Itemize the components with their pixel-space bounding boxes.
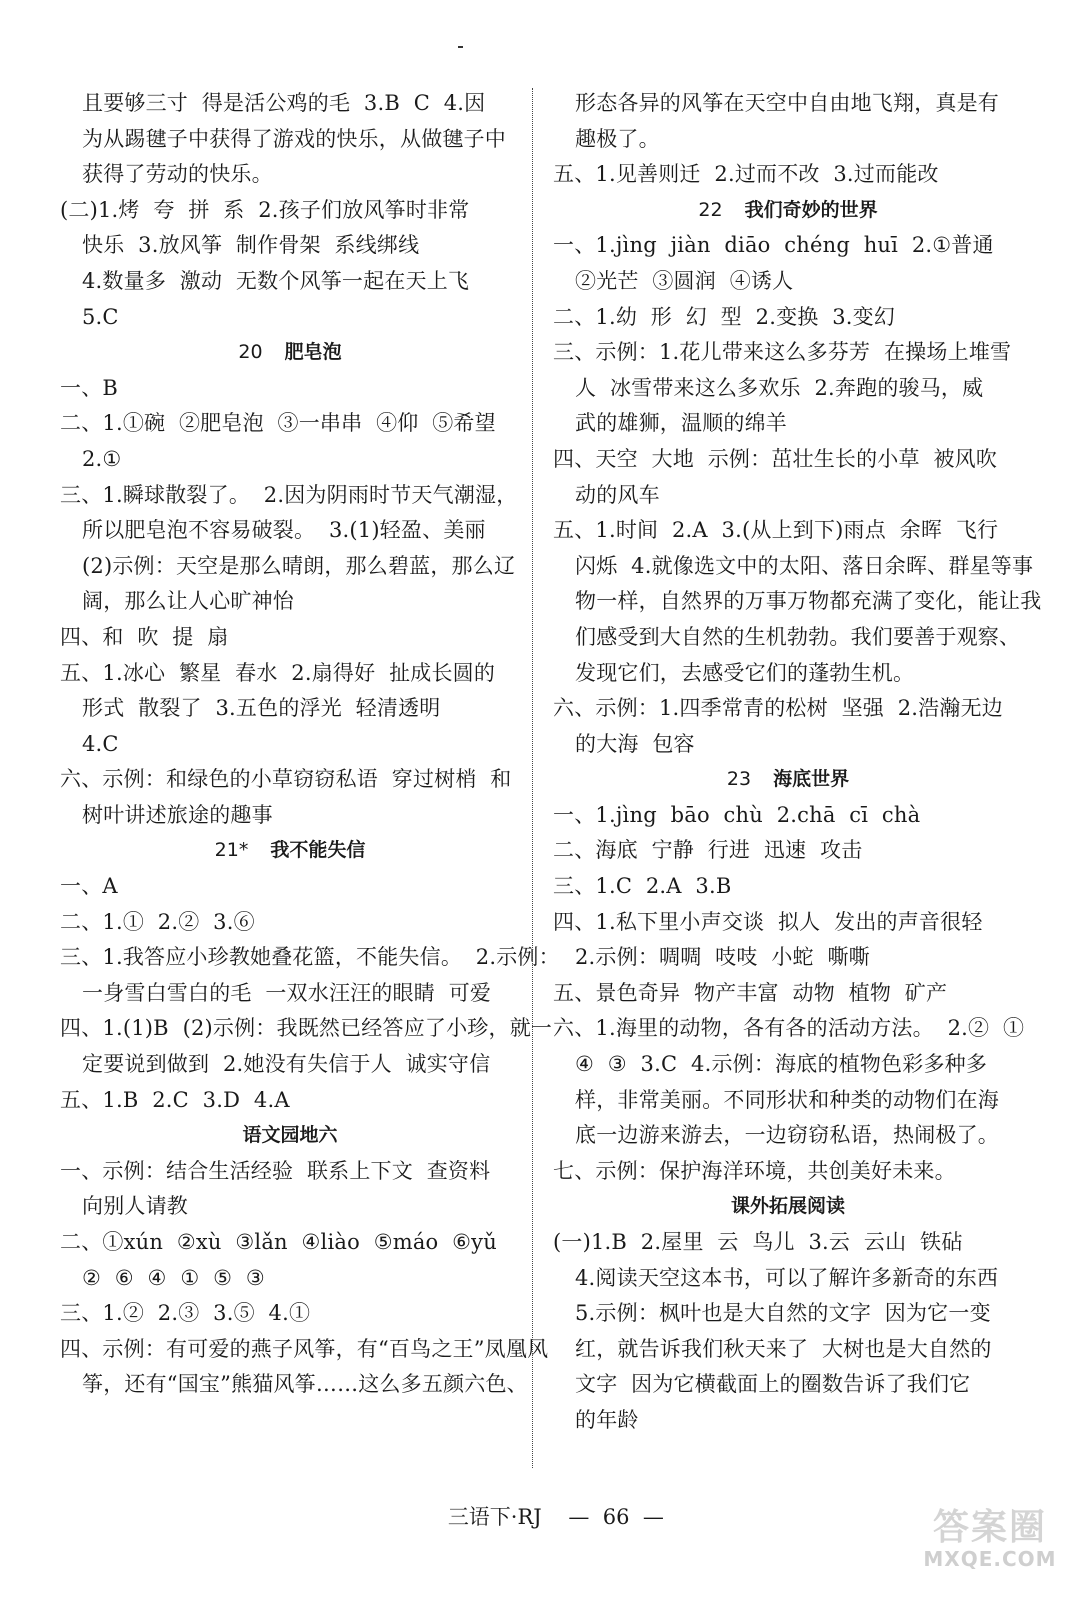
right-column [553,86,1042,1439]
section-number: 20 [238,341,263,364]
answer-line: 人 冰雪带来这么多欢乐 2.奔跑的骏马，威 [575,375,984,400]
answer-line: 快乐 3.放风筝 制作骨架 系线绑线 [82,233,420,258]
watermark-logo-text: 答案圈 [932,1507,1047,1548]
answer-line: 所以肥皂泡不容易破裂。 3.(1)轻盈、美丽 [82,518,486,543]
section-title: 我们奇妙的世界 [744,198,878,221]
section-title: 课外拓展阅读 [730,1195,845,1218]
footer-dash-left: — [568,1505,590,1529]
column-divider [532,88,533,1468]
answer-line: ④ ③ 3.C 4.示例：海底的植物色彩多种多 [575,1052,988,1077]
watermark-logo [915,1508,1065,1578]
section-title: 肥皂泡 [284,341,342,364]
answer-line: 五、1.冰心 繁星 春水 2.扇得好 扯成长圆的 [60,660,496,685]
grade-label: 三语下·RJ [447,1505,542,1529]
answer-line: 武的雄狮，温顺的绵羊 [575,411,787,436]
answer-line: 四、示例：有可爱的燕子风筝，有“百鸟之王”凤凰风 [60,1336,549,1361]
answer-line: 三、1.我答应小珍教她叠花篮，不能失信。 2.示例： [60,945,560,970]
answer-line: 形态各异的风筝在天空中自由地飞翔，真是有 [575,91,999,115]
answer-line: 向别人请教 [82,1194,188,1219]
answer-line: 一、1.jìng jiàn diāo chéng huī 2.①普通 [553,233,994,258]
answer-line: 六、1.海里的动物，各有各的活动方法。 2.② ① [553,1016,1025,1041]
section-heading [60,833,520,869]
answer-line: 六、示例：和绿色的小草窃窃私语 穿过树梢 和 [60,767,512,792]
answer-line: 三、1.瞬球散裂了。 2.因为阴雨时节天气潮湿， [60,482,518,507]
section-number: 21* [214,839,249,862]
answer-line: 5.示例：枫叶也是大自然的文字 因为它一变 [575,1301,991,1326]
answer-line: ②光芒 ③圆润 ④诱人 [575,268,794,293]
section-heading [553,762,1023,798]
answer-line: 七、示例：保护海洋环境，共创美好未来。 [553,1158,956,1183]
answer-line: 六、示例：1.四季常青的松树 坚强 2.浩瀚无边 [553,696,1003,721]
answer-line: 二、海底 宁静 行进 迅速 攻击 [553,838,863,863]
section-heading [553,1189,1023,1225]
answer-line: 4.阅读天空这本书，可以了解许多新奇的东西 [575,1265,999,1290]
answer-line: 三、1.② 2.③ 3.⑤ 4.① [60,1301,311,1326]
answer-line: 文字 因为它横截面上的圈数告诉了我们它 [575,1372,971,1397]
watermark-url: MXQE.COM [923,1547,1057,1571]
answer-line: 的大海 包容 [575,731,695,756]
section-heading [553,193,1023,229]
answer-line: 趣极了。 [575,126,660,151]
answer-line: 一、1.jìng bāo chù 2.chā cī chà [553,802,921,827]
answer-line: (一)1.B 2.屋里 云 鸟儿 3.云 云山 铁砧 [553,1230,963,1254]
answer-line: 四、1.私下里小声交谈 拟人 发出的声音很轻 [553,909,983,934]
left-column [60,86,560,1403]
answer-line: 们感受到大自然的生机勃勃。我们要善于观察、 [575,624,1021,649]
answer-line: 的年龄 [575,1407,639,1432]
answer-line: 五、1.时间 2.A 3.(从上到下)雨点 余晖 飞行 [553,518,999,543]
section-heading [60,1118,520,1154]
answer-line: 一、示例：结合生活经验 联系上下文 查资料 [60,1158,491,1183]
answer-line: 为从踢毽子中获得了游戏的快乐，从做毽子中 [82,126,506,151]
answer-line: 动的风车 [575,482,660,507]
answer-line: 三、示例：1.花儿带来这么多芬芳 在操场上堆雪 [553,340,1012,365]
answer-line: 四、天空 大地 示例：茁壮生长的小草 被风吹 [553,446,998,471]
answer-line: 二、①xún ②xù ③lǎn ④liào ⑤máo ⑥yǔ [60,1230,497,1254]
answer-line: 五、景色奇异 物产丰富 动物 植物 矿产 [553,980,948,1005]
answer-line: 红，就告诉我们秋天来了 大树也是大自然的 [575,1336,992,1361]
answer-line: 二、1.① 2.② 3.⑥ [60,909,255,934]
answer-line: 且要够三寸 得是活公鸡的毛 3.B C 4.因 [82,91,486,115]
answer-line: 获得了劳动的快乐。 [82,162,273,187]
answer-line: 四、和 吹 提 扇 [60,624,229,649]
answer-line: 二、1.①碗 ②肥皂泡 ③一串串 ④仰 ⑤希望 [60,411,496,436]
answer-line: 5.C [82,304,119,329]
answer-line: 一、A [60,874,118,899]
answer-line: 2.① [82,446,122,471]
section-title: 海底世界 [773,768,850,791]
section-heading [60,335,520,371]
answer-line: (二)1.烤 夸 拼 系 2.孩子们放风筝时非常 [60,197,470,222]
answer-line: 筝，还有“国宝”熊猫风筝……这么多五颜六色、 [82,1372,528,1397]
answer-line: 五、1.B 2.C 3.D 4.A [60,1087,290,1112]
answer-line: 发现它们，去感受它们的蓬勃生机。 [575,660,915,685]
answer-line: 一、B [60,375,119,400]
answer-line: 底一边游来游去，一边窃窃私语，热闹极了。 [575,1123,999,1148]
answer-line: 物一样，自然界的万事万物都充满了变化，能让我 [575,589,1042,614]
section-title: 语文园地六 [242,1124,338,1147]
answer-line: 四、1.(1)B (2)示例：我既然已经答应了小珍，就一 [60,1016,553,1041]
answer-line: 2.示例：啁啁 吱吱 小蛇 嘶嘶 [575,945,870,970]
answer-line: (2)示例：天空是那么晴朗，那么碧蓝，那么辽 [82,553,516,578]
answer-line: 一身雪白雪白的毛 一双水汪汪的眼睛 可爱 [82,980,492,1005]
answer-line: 4.数量多 激动 无数个风筝一起在天上飞 [82,268,470,293]
section-title: 我不能失信 [270,839,366,862]
top-mark [458,46,463,48]
footer-dash-right: — [642,1505,664,1529]
answer-line: 定要说到做到 2.她没有失信于人 诚实守信 [82,1052,491,1077]
answer-line: 闪烁 4.就像选文中的太阳、落日余晖、群星等事 [575,553,1034,578]
answer-line: ② ⑥ ④ ① ⑤ ③ [82,1265,265,1290]
answer-line: 五、1.见善则迁 2.过而不改 3.过而能改 [553,162,939,187]
section-number: 23 [726,768,752,791]
answer-line: 二、1.幼 形 幻 型 2.变换 3.变幻 [553,304,896,329]
page-number: 66 [602,1505,630,1529]
answer-line: 样，非常美丽。不同形状和种类的动物们在海 [575,1087,999,1112]
answer-line: 树叶讲述旅途的趣事 [82,802,273,827]
answer-line: 形式 散裂了 3.五色的浮光 轻清透明 [82,696,441,721]
answer-line: 4.C [82,731,119,756]
section-number: 22 [698,198,723,221]
answer-line: 阔，那么让人心旷神怡 [82,589,294,614]
answer-line: 三、1.C 2.A 3.B [553,874,732,899]
